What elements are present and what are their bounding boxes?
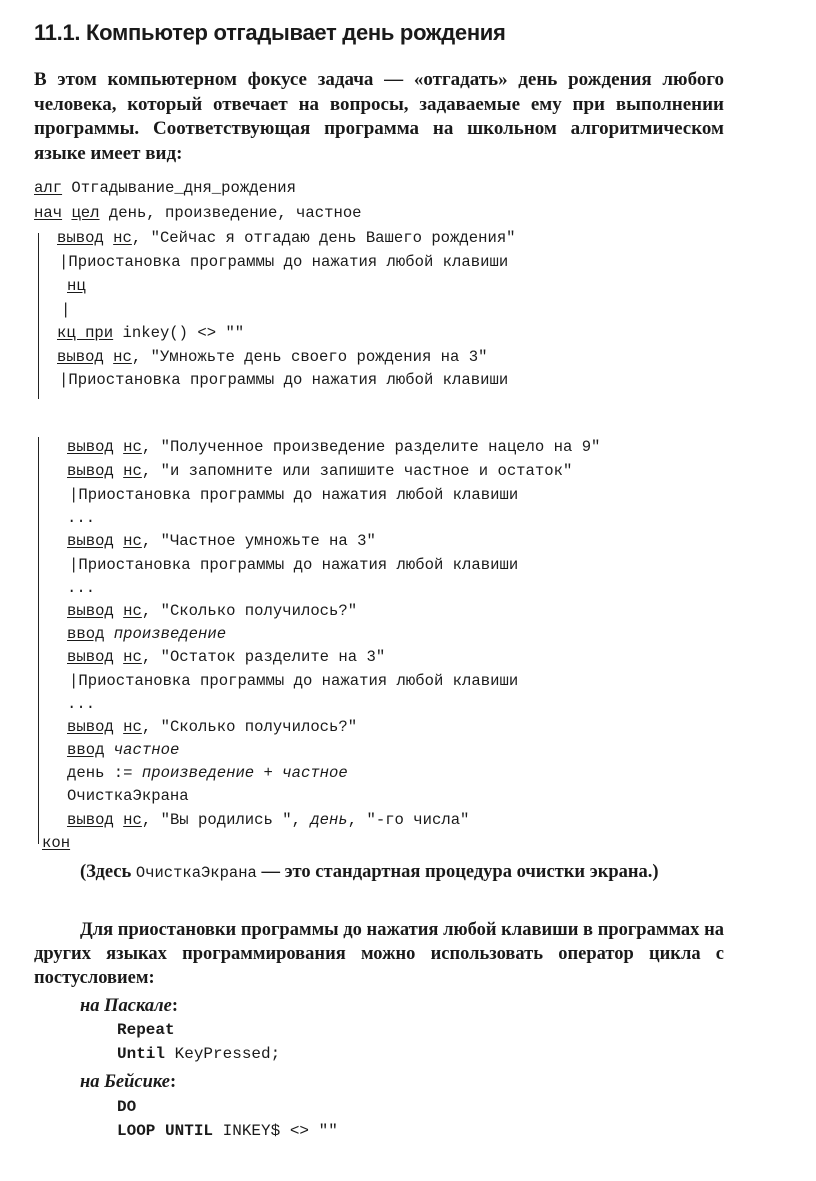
code-line-21: ...	[67, 695, 96, 713]
code-line-27: кон	[42, 834, 71, 852]
keyword: вывод	[67, 648, 114, 666]
code-line-6: |	[61, 301, 71, 319]
keyword: алг	[34, 179, 63, 197]
code-line-18: ввод произведение	[67, 625, 227, 643]
keyword: вывод	[67, 462, 114, 480]
code-line-10: вывод нс, "Полученное произведение разделите нацело на 9"	[67, 438, 601, 456]
code-line-12: |Приостановка программы до нажатия любой клавиши	[69, 486, 519, 504]
keyword: нс	[123, 811, 142, 829]
code-line-13: ...	[67, 509, 96, 527]
keyword: вывод	[67, 532, 114, 550]
keyword: вывод	[67, 811, 114, 829]
keyword: вывод	[67, 718, 114, 736]
block-bracket-1	[38, 233, 39, 399]
keyword: ввод	[67, 741, 105, 759]
keyword: цел	[71, 204, 100, 222]
code-line-5: нц	[67, 277, 86, 295]
code-line-9: |Приостановка программы до нажатия любой клавиши	[59, 371, 509, 389]
code-line-20: |Приостановка программы до нажатия любой клавиши	[69, 672, 519, 690]
keyword: вывод	[67, 438, 114, 456]
keyword: нс	[123, 462, 142, 480]
keyword: нс	[123, 602, 142, 620]
block-bracket-2	[38, 437, 39, 844]
keyword: вывод	[57, 229, 104, 247]
pascal-line-1: Repeat	[117, 1021, 175, 1039]
code-line-26: вывод нс, "Вы родились ", день, "-го числа"	[67, 811, 470, 829]
keyword: вывод	[57, 348, 104, 366]
keyword: вывод	[67, 602, 114, 620]
loop-paragraph: Для приостановки программы до нажатия любой клавиши в программах на других языках программирования можно использовать оператор цикла с постусловием:	[34, 920, 724, 988]
section-heading: 11.1. Компьютер отгадывает день рождения	[34, 20, 506, 45]
keyword: нс	[113, 348, 132, 366]
keyword: ввод	[67, 625, 105, 643]
code-line-2: нач цел день, произведение, частное	[34, 204, 362, 222]
code-line-17: вывод нс, "Сколько получилось?"	[67, 602, 358, 620]
code-line-3: вывод нс, "Сейчас я отгадаю день Вашего рождения"	[57, 229, 516, 247]
code-line-4: |Приостановка программы до нажатия любой клавиши	[59, 253, 509, 271]
code-line-24: день := произведение + частное	[67, 764, 348, 782]
code-line-16: ...	[67, 579, 96, 597]
keyword: нс	[123, 438, 142, 456]
basic-line-2: LOOP UNTIL INKEY$ <> ""	[117, 1122, 338, 1140]
code-line-7: кц при inkey() <> ""	[57, 324, 245, 342]
keyword: нс	[113, 229, 132, 247]
note-paragraph: (Здесь ОчисткаЭкрана — это стандартная процедура очистки экрана.)	[80, 862, 659, 882]
pascal-label: на Паскале:	[80, 996, 179, 1016]
code-line-19: вывод нс, "Остаток разделите на 3"	[67, 648, 386, 666]
basic-line-1: DO	[117, 1098, 137, 1116]
keyword: нс	[123, 532, 142, 550]
pascal-line-2: Until KeyPressed;	[117, 1045, 281, 1063]
code-line-15: |Приостановка программы до нажатия любой клавиши	[69, 556, 519, 574]
code-line-25: ОчисткаЭкрана	[67, 787, 189, 805]
basic-label: на Бейсике:	[80, 1072, 177, 1092]
keyword: нс	[123, 718, 142, 736]
code-line-22: вывод нс, "Сколько получилось?"	[67, 718, 358, 736]
keyword: кц при	[57, 324, 114, 342]
keyword: нс	[123, 648, 142, 666]
code-line-14: вывод нс, "Частное умножьте на 3"	[67, 532, 376, 550]
code-line-23: ввод частное	[67, 741, 180, 759]
code-line-8: вывод нс, "Умножьте день своего рождения на 3"	[57, 348, 488, 366]
keyword: нач	[34, 204, 63, 222]
code-line-1: алг Отгадывание_дня_рождения	[34, 179, 297, 197]
code-line-11: вывод нс, "и запомните или запишите частное и остаток"	[67, 462, 573, 480]
intro-paragraph: В этом компьютерном фокусе задача — «отгадать» день рождения любого человека, который отвечает на вопросы, задаваемые ему при выполнении программы. Соответствующая программа на школьном алгоритмическом языке имеет вид:	[34, 69, 724, 164]
